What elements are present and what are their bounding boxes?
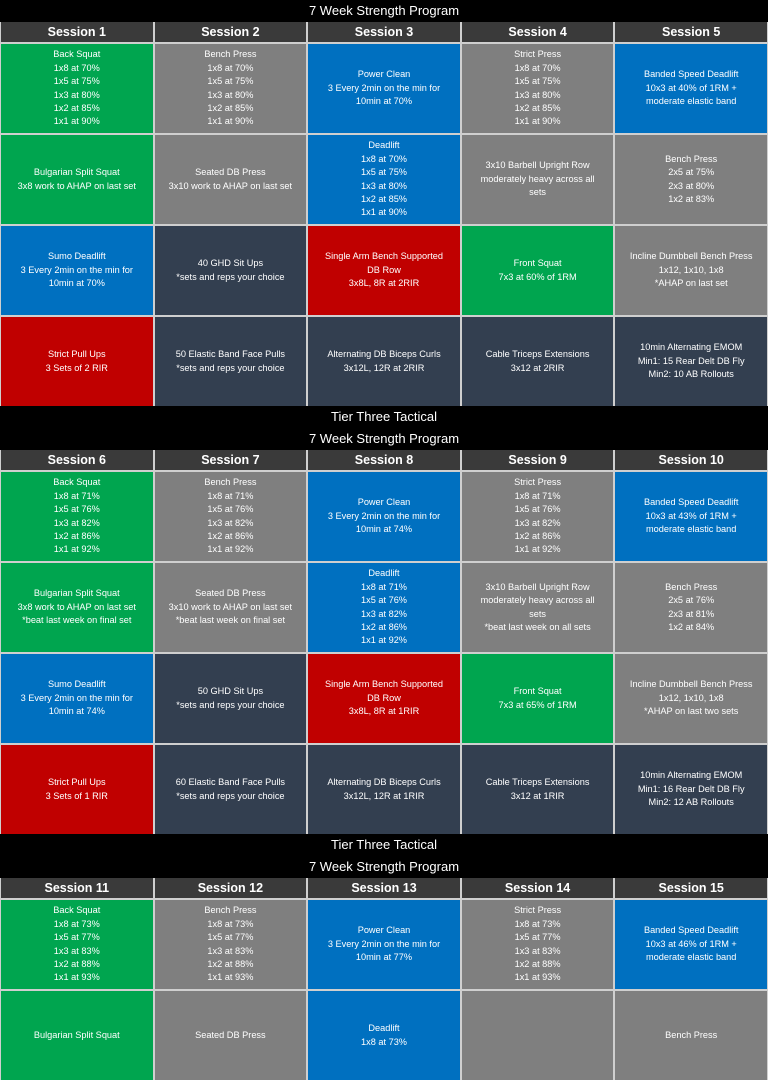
exercise-line: 1x3 at 82%	[514, 517, 561, 528]
exercise-line: 1x8 at 71%	[361, 581, 407, 592]
session-header: Session 2	[155, 22, 307, 42]
exercise-line: 3x10 work to AHAP on last set	[168, 180, 293, 191]
exercise-line: 1x2 at 86%	[361, 621, 407, 632]
exercise-line: 1x8 at 71%	[207, 490, 254, 501]
exercise-line: Incline Dumbbell Bench Press	[629, 251, 753, 262]
exercise-line: 1x5 at 75%	[361, 167, 407, 178]
exercise-line: 1x1 at 93%	[53, 972, 100, 983]
exercise-line: 1x8 at 70%	[53, 62, 100, 73]
exercise-line: Min1: 15 Rear Delt DB Fly	[637, 355, 745, 366]
exercise-line: 1x3 at 83%	[53, 945, 100, 956]
exercise-line: Power Clean	[357, 69, 411, 80]
exercise-cell	[308, 226, 460, 315]
exercise-line: 1x3 at 80%	[53, 89, 100, 100]
program-title: 7 Week Strength Program	[0, 856, 768, 878]
exercise-line: Back Squat	[53, 905, 101, 916]
exercise-line: Bench Press	[204, 49, 257, 60]
session-header: Session 6	[1, 450, 153, 470]
exercise-cell	[615, 900, 767, 989]
exercise-cell	[615, 563, 767, 652]
exercise-line: moderate elastic band	[645, 952, 737, 963]
session-header: Session 1	[1, 22, 153, 42]
session-header: Session 10	[615, 450, 767, 470]
exercise-line: 1x2 at 86%	[514, 530, 561, 541]
exercise-line: Bulgarian Split Squat	[33, 167, 120, 178]
exercise-line: *AHAP on last two sets	[644, 706, 739, 717]
exercise-line: 1x1 at 93%	[207, 972, 254, 983]
exercise-cell	[155, 44, 307, 133]
exercise-cell	[462, 226, 614, 315]
exercise-line: 1x5 at 76%	[53, 504, 100, 515]
exercise-line: 7x3 at 60% of 1RM	[498, 271, 577, 282]
exercise-line: Deadlift	[368, 568, 400, 579]
exercise-line: 1x5 at 76%	[514, 504, 561, 515]
exercise-line: Strict Pull Ups	[47, 777, 106, 788]
exercise-line: 1x3 at 82%	[207, 517, 254, 528]
session-header: Session 3	[308, 22, 460, 42]
exercise-line: Bench Press	[665, 581, 718, 592]
exercise-line: Back Squat	[53, 477, 101, 488]
exercise-cell	[155, 226, 307, 315]
exercise-line: 1x12, 1x10, 1x8	[658, 692, 724, 703]
exercise-line: DB Row	[367, 264, 401, 275]
exercise-line: Min2: 10 AB Rollouts	[648, 369, 734, 380]
exercise-line: Bulgarian Split Squat	[33, 1029, 120, 1040]
exercise-cell	[615, 472, 767, 561]
exercise-cell	[1, 563, 153, 652]
exercise-line: Bulgarian Split Squat	[33, 588, 120, 599]
exercise-cell	[462, 135, 614, 224]
exercise-line: 40 GHD Sit Ups	[197, 258, 264, 269]
exercise-line: 1x2 at 83%	[668, 193, 715, 204]
exercise-line: 1x2 at 85%	[53, 102, 100, 113]
exercise-line: 1x5 at 77%	[53, 932, 100, 943]
exercise-line: Cable Triceps Extensions	[485, 777, 590, 788]
exercise-line: Back Squat	[53, 49, 101, 60]
exercise-line: Bench Press	[665, 1029, 718, 1040]
exercise-line: 3x8L, 8R at 1RIR	[348, 706, 420, 717]
exercise-line: Deadlift	[368, 140, 400, 151]
session-grid	[0, 878, 768, 1080]
exercise-line: 1x8 at 71%	[53, 490, 100, 501]
program-title: 7 Week Strength Program	[0, 0, 768, 22]
exercise-line: 1x2 at 85%	[514, 102, 561, 113]
exercise-line: 1x2 at 88%	[514, 958, 561, 969]
exercise-cell	[462, 472, 614, 561]
exercise-cell	[155, 472, 307, 561]
exercise-line: 1x1 at 93%	[514, 972, 561, 983]
exercise-line: 3x12 at 1RIR	[510, 790, 565, 801]
exercise-line: 1x8 at 73%	[361, 1036, 407, 1047]
exercise-line: Seated DB Press	[195, 588, 266, 599]
exercise-line: 1x1 at 92%	[514, 544, 561, 555]
exercise-cell	[615, 226, 767, 315]
exercise-line: 10min at 70%	[48, 278, 105, 289]
exercise-line: 1x5 at 75%	[514, 76, 561, 87]
exercise-line: DB Row	[367, 692, 401, 703]
exercise-line: 10x3 at 46% of 1RM +	[645, 938, 737, 949]
exercise-line: 10x3 at 40% of 1RM +	[645, 82, 737, 93]
exercise-line: 2x3 at 81%	[668, 608, 715, 619]
exercise-line: 1x3 at 80%	[207, 89, 254, 100]
exercise-line: moderate elastic band	[645, 96, 737, 107]
exercise-line: 1x5 at 77%	[207, 932, 254, 943]
exercise-line: 3 Every 2min on the min for	[327, 938, 441, 949]
exercise-line: 60 Elastic Band Face Pulls	[175, 777, 286, 788]
exercise-line: sets	[529, 608, 547, 619]
exercise-line: 2x5 at 76%	[668, 595, 715, 606]
exercise-cell	[155, 900, 307, 989]
exercise-line: Sumo Deadlift	[47, 679, 106, 690]
exercise-line: moderately heavy across all	[480, 595, 595, 606]
exercise-line: Min1: 16 Rear Delt DB Fly	[637, 783, 745, 794]
exercise-line: 1x8 at 73%	[53, 918, 100, 929]
session-header: Session 9	[462, 450, 614, 470]
exercise-cell	[1, 135, 153, 224]
exercise-line: 3x8 work to AHAP on last set	[17, 180, 136, 191]
exercise-line: 2x3 at 80%	[668, 180, 715, 191]
exercise-line: 1x2 at 86%	[207, 530, 254, 541]
exercise-line: Power Clean	[357, 497, 411, 508]
session-header: Session 15	[615, 878, 767, 898]
exercise-cell	[462, 654, 614, 743]
exercise-cell	[615, 317, 767, 406]
exercise-cell	[462, 44, 614, 133]
exercise-line: 1x8 at 70%	[514, 62, 561, 73]
exercise-line: *AHAP on last set	[654, 278, 728, 289]
exercise-cell	[308, 472, 460, 561]
exercise-line: 1x1 at 92%	[207, 544, 254, 555]
exercise-line: 1x8 at 73%	[207, 918, 254, 929]
exercise-cell	[1, 44, 153, 133]
exercise-cell	[155, 745, 307, 834]
exercise-line: 3 Every 2min on the min for	[327, 82, 441, 93]
exercise-line: 1x5 at 75%	[53, 76, 100, 87]
exercise-cell	[1, 472, 153, 561]
exercise-cell	[308, 44, 460, 133]
exercise-line: Single Arm Bench Supported	[325, 251, 443, 262]
exercise-line: Alternating DB Biceps Curls	[327, 349, 441, 360]
session-header: Session 8	[308, 450, 460, 470]
exercise-cell	[1, 745, 153, 834]
exercise-line: 10x3 at 43% of 1RM +	[645, 510, 737, 521]
exercise-line: Seated DB Press	[195, 167, 266, 178]
tier-band: Tier Three Tactical	[0, 834, 768, 856]
exercise-line: moderately heavy across all	[480, 173, 595, 184]
session-header: Session 14	[462, 878, 614, 898]
exercise-line: 1x8 at 73%	[514, 918, 561, 929]
exercise-line: 3 Sets of 2 RIR	[45, 362, 108, 373]
exercise-line: 50 Elastic Band Face Pulls	[175, 349, 286, 360]
exercise-cell	[155, 135, 307, 224]
exercise-cell	[308, 900, 460, 989]
tier-band: Tier Three Tactical	[0, 406, 768, 428]
exercise-cell	[1, 991, 153, 1080]
exercise-line: Incline Dumbbell Bench Press	[629, 679, 753, 690]
exercise-cell	[1, 226, 153, 315]
exercise-line: Sumo Deadlift	[47, 251, 106, 262]
exercise-cell	[1, 654, 153, 743]
exercise-line: Strict Press	[514, 49, 562, 60]
exercise-line: 10min at 74%	[355, 524, 413, 535]
session-header: Session 11	[1, 878, 153, 898]
exercise-line: 1x3 at 82%	[53, 517, 100, 528]
exercise-line: *sets and reps your choice	[176, 790, 285, 801]
exercise-line: Strict Press	[514, 905, 562, 916]
exercise-line: Banded Speed Deadlift	[643, 925, 739, 936]
exercise-cell	[615, 135, 767, 224]
session-header: Session 13	[308, 878, 460, 898]
exercise-line: Single Arm Bench Supported	[325, 679, 443, 690]
exercise-line: 1x8 at 70%	[207, 62, 254, 73]
exercise-line: Power Clean	[357, 925, 411, 936]
exercise-cell	[155, 654, 307, 743]
exercise-cell	[308, 745, 460, 834]
exercise-line: 3 Every 2min on the min for	[20, 692, 133, 703]
exercise-line: Strict Pull Ups	[47, 349, 106, 360]
session-header: Session 4	[462, 22, 614, 42]
exercise-line: Min2: 12 AB Rollouts	[648, 797, 734, 808]
exercise-line: 1x2 at 86%	[53, 530, 100, 541]
exercise-line: Front Squat	[513, 686, 562, 697]
exercise-line: *sets and reps your choice	[176, 699, 285, 710]
exercise-line: 10min at 77%	[355, 952, 413, 963]
exercise-line: *beat last week on all sets	[484, 621, 591, 632]
exercise-line: 3x8L, 8R at 2RIR	[348, 278, 420, 289]
exercise-cell	[462, 745, 614, 834]
exercise-line: Banded Speed Deadlift	[643, 497, 739, 508]
exercise-cell	[615, 991, 767, 1080]
exercise-line: 50 GHD Sit Ups	[197, 686, 264, 697]
exercise-line: 10min Alternating EMOM	[640, 770, 743, 781]
exercise-line: 1x1 at 92%	[361, 635, 407, 646]
exercise-line: 1x1 at 90%	[361, 207, 407, 218]
exercise-cell	[308, 991, 460, 1080]
exercise-cell	[308, 135, 460, 224]
exercise-line: *beat last week on final set	[175, 615, 286, 626]
exercise-line: 3x8 work to AHAP on last set	[17, 601, 136, 612]
exercise-line: 1x3 at 80%	[361, 180, 407, 191]
exercise-line: Strict Press	[514, 477, 562, 488]
exercise-cell	[308, 654, 460, 743]
exercise-line: 1x12, 1x10, 1x8	[658, 264, 724, 275]
exercise-line: 3x10 Barbell Upright Row	[485, 160, 590, 171]
exercise-line: 1x5 at 76%	[207, 504, 254, 515]
exercise-cell	[1, 900, 153, 989]
exercise-line: Bench Press	[204, 477, 257, 488]
exercise-line: 3x10 work to AHAP on last set	[168, 601, 293, 612]
exercise-line: 3x12L, 12R at 2RIR	[343, 362, 425, 373]
exercise-line: 1x2 at 85%	[207, 102, 254, 113]
exercise-line: 1x1 at 90%	[53, 116, 100, 127]
session-grid	[0, 22, 768, 406]
exercise-line: 7x3 at 65% of 1RM	[498, 699, 577, 710]
exercise-line: 3x10 Barbell Upright Row	[485, 581, 590, 592]
exercise-line: 3 Every 2min on the min for	[327, 510, 441, 521]
exercise-cell	[615, 654, 767, 743]
exercise-cell	[308, 563, 460, 652]
session-header: Session 5	[615, 22, 767, 42]
exercise-line: 1x8 at 70%	[361, 153, 407, 164]
exercise-line: Cable Triceps Extensions	[485, 349, 590, 360]
exercise-line: *beat last week on final set	[22, 615, 132, 626]
exercise-line: 10min at 70%	[355, 96, 413, 107]
exercise-line: 10min Alternating EMOM	[640, 342, 743, 353]
exercise-cell	[1, 317, 153, 406]
exercise-cell	[462, 900, 614, 989]
exercise-line: 1x3 at 80%	[514, 89, 561, 100]
exercise-line: 2x5 at 75%	[668, 167, 715, 178]
exercise-line: 1x3 at 82%	[361, 608, 407, 619]
exercise-cell	[308, 317, 460, 406]
exercise-line: 1x5 at 76%	[361, 595, 407, 606]
session-header: Session 7	[155, 450, 307, 470]
exercise-line: sets	[529, 187, 547, 198]
exercise-line: Front Squat	[513, 258, 562, 269]
exercise-cell	[155, 563, 307, 652]
exercise-line: Bench Press	[665, 153, 718, 164]
session-header: Session 12	[155, 878, 307, 898]
exercise-line: 1x3 at 83%	[514, 945, 561, 956]
exercise-line: 1x3 at 83%	[207, 945, 254, 956]
exercise-line: Alternating DB Biceps Curls	[327, 777, 441, 788]
exercise-line: *sets and reps your choice	[176, 362, 285, 373]
session-grid	[0, 450, 768, 834]
exercise-line: Deadlift	[368, 1023, 400, 1034]
exercise-line: 1x2 at 88%	[53, 958, 100, 969]
exercise-line: 1x1 at 90%	[514, 116, 561, 127]
exercise-line: 1x5 at 75%	[207, 76, 254, 87]
exercise-line: moderate elastic band	[645, 524, 737, 535]
exercise-line: 1x2 at 85%	[361, 193, 407, 204]
exercise-cell	[462, 991, 614, 1080]
exercise-line: Banded Speed Deadlift	[643, 69, 739, 80]
exercise-cell	[462, 563, 614, 652]
exercise-line: 1x8 at 71%	[514, 490, 561, 501]
exercise-cell	[615, 745, 767, 834]
exercise-line: 1x2 at 88%	[207, 958, 254, 969]
exercise-cell	[615, 44, 767, 133]
exercise-line: 10min at 74%	[48, 706, 105, 717]
exercise-cell	[462, 317, 614, 406]
exercise-line: 3 Sets of 1 RIR	[45, 790, 108, 801]
program-title: 7 Week Strength Program	[0, 428, 768, 450]
exercise-line: 1x1 at 92%	[53, 544, 100, 555]
exercise-line: 1x5 at 77%	[514, 932, 561, 943]
exercise-line: *sets and reps your choice	[176, 271, 285, 282]
exercise-line: 3 Every 2min on the min for	[20, 264, 133, 275]
exercise-line: 3x12L, 12R at 1RIR	[343, 790, 425, 801]
exercise-cell	[155, 991, 307, 1080]
exercise-line: 3x12 at 2RIR	[510, 362, 565, 373]
exercise-cell	[155, 317, 307, 406]
exercise-line: Seated DB Press	[195, 1029, 266, 1040]
exercise-line: 1x1 at 90%	[207, 116, 254, 127]
exercise-line: 1x2 at 84%	[668, 621, 715, 632]
exercise-line: Bench Press	[204, 905, 257, 916]
